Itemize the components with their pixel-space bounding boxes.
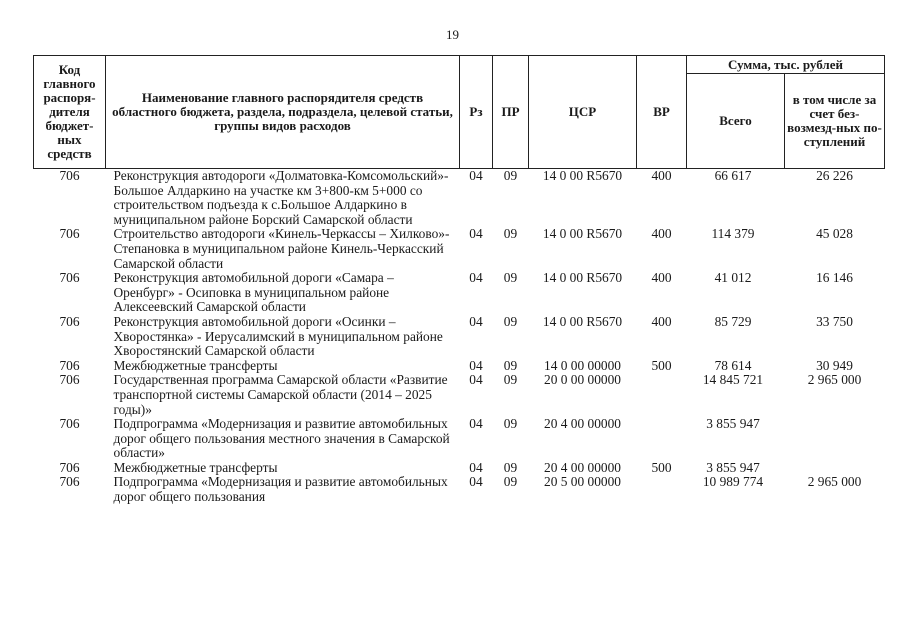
table-row	[34, 461, 885, 476]
cell-code: 706	[59, 357, 80, 373]
cell-csr: 14 0 00 R5670	[542, 270, 623, 286]
cell-total: 14 845 721	[702, 372, 764, 388]
cell-free	[785, 461, 885, 476]
cell-rz: 04	[469, 226, 483, 242]
table-body	[34, 169, 885, 505]
cell-name: Реконструкция автодороги «Долматовка-Комсомольский»-Большое Алдаркино на участке км 3+800-км 5+000 со строительством подъезда к с.Большое Алдаркино в муниципальном районе Борский Самарской области	[113, 168, 449, 227]
cell-total: 85 729	[714, 313, 752, 329]
cell-csr: 20 5 00 00000	[544, 474, 621, 490]
cell-total: 3 855 947	[706, 416, 760, 432]
cell-free: 30 949	[816, 357, 853, 373]
cell-csr: 14 0 00 R5670	[542, 226, 623, 242]
cell-vr	[637, 475, 687, 504]
cell-free: 16 146	[816, 270, 853, 286]
cell-total: 3 855 947	[706, 459, 760, 475]
cell-rz: 04	[469, 168, 483, 183]
table-row	[34, 227, 885, 271]
header-free: в том числе за счет без-возмезд-ных по-ступлений	[785, 74, 885, 169]
cell-free: 33 750	[816, 313, 853, 329]
cell-name: Строительство автодороги «Кинель-Черкассы – Хилково»-Степановка в муниципальном районе Кинель-Черкасский Самарской области	[113, 226, 450, 271]
cell-rz: 04	[469, 474, 483, 490]
header-name: Наименование главного распорядителя средств областного бюджета, раздела, подраздела, целевой статьи, группы видов расходов	[106, 56, 460, 169]
cell-pr: 09	[503, 372, 518, 388]
cell-pr: 09	[503, 474, 518, 490]
cell-pr: 09	[503, 168, 518, 183]
cell-pr: 09	[503, 226, 518, 242]
cell-code: 706	[59, 459, 80, 475]
cell-code: 706	[59, 416, 80, 432]
header-code: Код главного распоря-дителя бюджет-ных средств	[34, 56, 106, 169]
cell-vr: 400	[651, 226, 672, 242]
cell-rz: 04	[469, 270, 483, 286]
cell-rz: 04	[469, 357, 483, 373]
cell-name: Реконструкция автомобильной дороги «Самара – Оренбург» - Осиповка в муниципальном районе Алексеевский Самарской области	[113, 270, 394, 315]
cell-csr: 14 0 00 00000	[544, 357, 621, 373]
cell-vr: 500	[651, 357, 672, 373]
cell-vr: 500	[651, 459, 672, 475]
cell-code: 706	[59, 270, 80, 286]
cell-vr	[637, 417, 687, 461]
cell-vr: 400	[651, 168, 672, 183]
header-total: Всего	[687, 74, 785, 169]
cell-rz: 04	[469, 313, 483, 329]
cell-vr: 400	[651, 270, 672, 286]
table-row	[34, 315, 885, 359]
cell-rz: 04	[469, 459, 483, 475]
cell-total: 114 379	[711, 226, 755, 242]
budget-table	[33, 55, 885, 505]
cell-rz: 04	[469, 372, 483, 388]
cell-code: 706	[59, 313, 80, 329]
cell-csr: 20 4 00 00000	[544, 416, 621, 432]
cell-total: 66 617	[714, 168, 752, 183]
cell-free: 45 028	[816, 226, 853, 242]
cell-name: Реконструкция автомобильной дороги «Осинки – Хворостянка» - Иерусалимский в муниципальном районе Хворостянский Самарской области	[113, 313, 443, 359]
cell-name: Межбюджетные трансферты	[113, 357, 278, 373]
cell-free: 26 226	[816, 168, 853, 183]
cell-name: Государственная программа Самарской области «Развитие транспортной системы Самарской области (2014 – 2025 годы)»	[113, 372, 448, 417]
cell-csr: 14 0 00 R5670	[542, 168, 623, 183]
table-row	[34, 475, 885, 504]
cell-csr: 20 0 00 00000	[544, 372, 621, 388]
cell-pr: 09	[503, 313, 518, 329]
cell-csr: 14 0 00 R5670	[542, 313, 623, 329]
cell-name: Подпрограмма «Модернизация и развитие автомобильных дорог общего пользования	[113, 474, 448, 505]
cell-pr: 09	[503, 416, 518, 432]
cell-name: Подпрограмма «Модернизация и развитие автомобильных дорог общего пользования местного значения в Самарской области»	[113, 416, 450, 461]
cell-code: 706	[59, 226, 80, 242]
table-row	[34, 271, 885, 315]
header-vr: ВР	[637, 56, 687, 169]
cell-pr: 09	[503, 459, 518, 475]
header-csr: ЦСР	[529, 56, 637, 169]
cell-vr: 400	[651, 313, 672, 329]
cell-free: 2 965 000	[807, 372, 862, 388]
cell-name: Межбюджетные трансферты	[113, 459, 278, 475]
cell-csr: 20 4 00 00000	[544, 459, 621, 475]
cell-code: 706	[59, 372, 80, 388]
cell-code: 706	[59, 474, 80, 490]
header-sum: Сумма, тыс. рублей	[687, 56, 885, 74]
cell-pr: 09	[503, 357, 518, 373]
cell-free	[785, 417, 885, 461]
table-header	[34, 56, 885, 169]
cell-pr: 09	[503, 270, 518, 286]
table-row	[34, 417, 885, 461]
cell-rz: 04	[469, 416, 483, 432]
page-number: 19	[446, 27, 459, 42]
table-row	[34, 373, 885, 417]
header-pr: ПР	[493, 56, 529, 169]
cell-vr	[637, 373, 687, 417]
table-row	[34, 359, 885, 374]
header-rz: Рз	[460, 56, 493, 169]
cell-total: 41 012	[714, 270, 752, 286]
cell-free: 2 965 000	[807, 474, 862, 490]
cell-total: 10 989 774	[702, 474, 764, 490]
cell-total: 78 614	[714, 357, 752, 373]
table-row	[34, 169, 885, 228]
cell-code: 706	[59, 168, 80, 183]
